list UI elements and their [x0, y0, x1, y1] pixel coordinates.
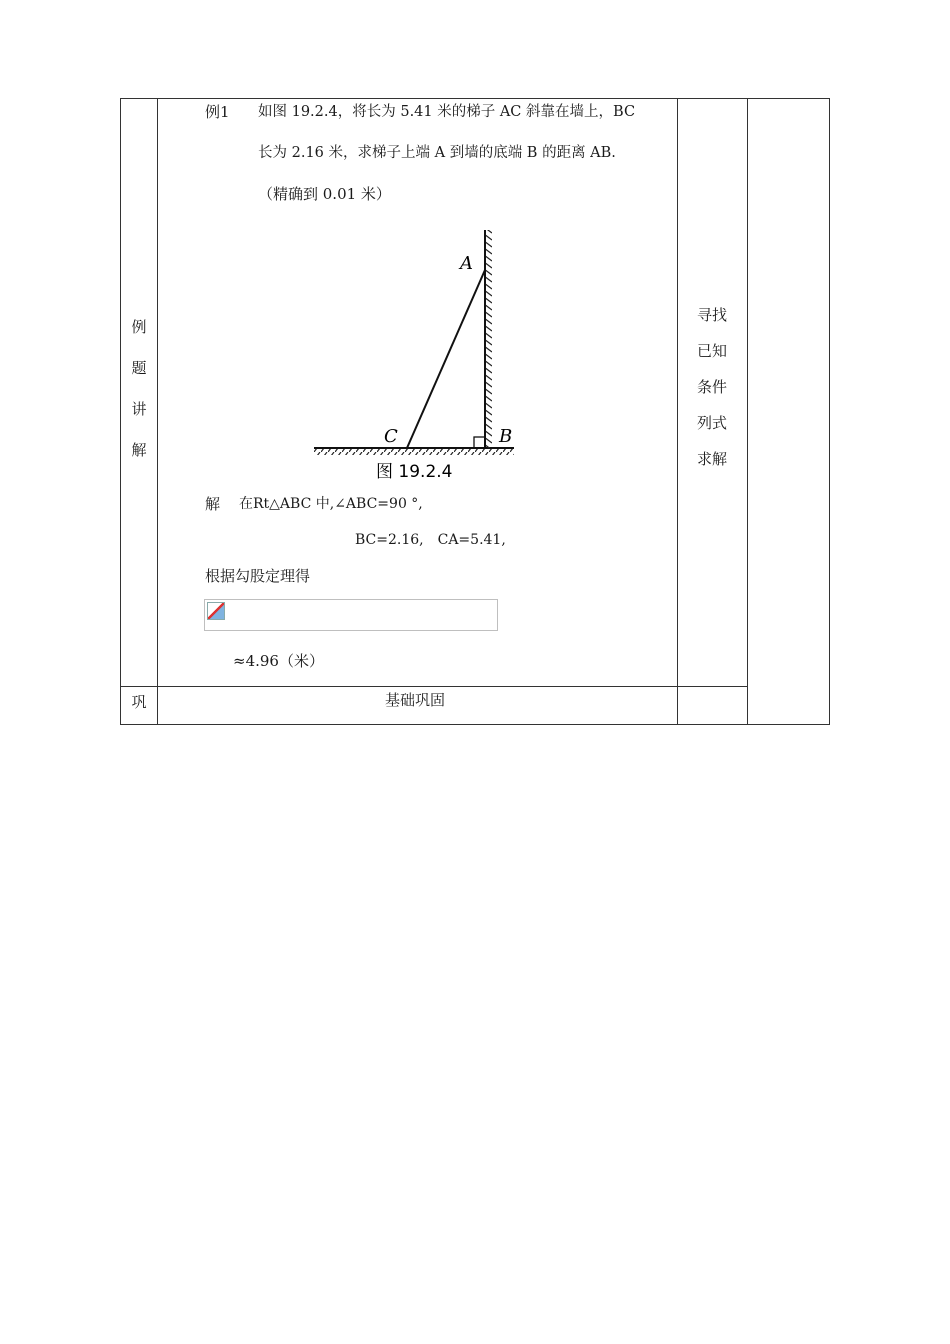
- note-line-5: 求解: [696, 450, 727, 468]
- figure-caption: 图 19.2.4: [376, 462, 453, 482]
- solution-line-1: 在Rt△ABC 中,∠ABC=90 °,: [239, 496, 423, 512]
- solution-line-2: BC=2.16, CA=5.41,: [355, 532, 506, 548]
- point-c-label: C: [384, 426, 398, 447]
- section-char-4: 解: [131, 441, 147, 459]
- col-divider-1: [157, 98, 158, 725]
- solution-result: ≈4.96（米）: [233, 652, 324, 670]
- example-label: 例1: [205, 103, 230, 121]
- note-line-2: 已知: [696, 342, 727, 360]
- broken-image-icon: [207, 602, 225, 620]
- note-line-3: 条件: [696, 378, 727, 396]
- example-line-1: 如图 19.2.4，将长为 5.41 米的梯子 AC 斜靠在墙上，BC: [258, 104, 636, 120]
- solution-label: 解: [205, 495, 221, 513]
- section-char-1: 例: [131, 318, 147, 336]
- table-border-bottom: [120, 724, 830, 725]
- table-border-left: [120, 98, 121, 725]
- note-line-4: 列式: [696, 414, 727, 432]
- ladder-ac: [407, 270, 485, 448]
- row2-heading: 基础巩固: [385, 691, 446, 709]
- geometry-figure: [300, 220, 530, 485]
- table-border-top: [120, 98, 830, 99]
- example-line-2: 长为 2.16 米，求梯子上端 A 到墙的底端 B 的距离 AB.: [258, 145, 616, 161]
- col-divider-3: [747, 98, 748, 725]
- note-line-1: 寻找: [696, 306, 727, 324]
- col-divider-2: [677, 98, 678, 725]
- row-divider: [120, 686, 747, 687]
- section-char-2: 题: [131, 359, 147, 377]
- wall-hatch: [485, 230, 492, 448]
- point-b-label: B: [499, 426, 513, 447]
- solution-line-3: 根据勾股定理得: [205, 567, 311, 585]
- table-border-right: [829, 98, 830, 725]
- point-a-label: A: [460, 253, 473, 274]
- section-char-row2: 巩: [131, 693, 147, 711]
- example-line-3: （精确到 0.01 米）: [258, 185, 391, 203]
- ground-hatch: [314, 448, 514, 455]
- right-angle-mark: [474, 437, 485, 448]
- equation-image-placeholder: [204, 599, 498, 631]
- section-char-3: 讲: [131, 400, 147, 418]
